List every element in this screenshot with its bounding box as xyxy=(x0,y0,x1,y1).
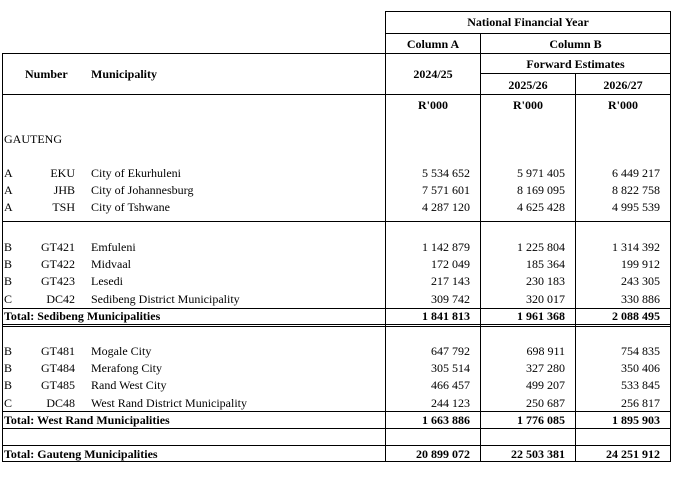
row-category: A xyxy=(4,200,13,214)
total-value-2025: 1 961 368 xyxy=(517,309,565,323)
row-value-2025: 499 207 xyxy=(526,378,565,392)
total-value-2026: 24 251 912 xyxy=(606,447,660,461)
rule-left xyxy=(2,53,3,462)
header-forward: Forward Estimates xyxy=(526,57,625,71)
row-value-2024: 309 742 xyxy=(431,292,470,306)
header-column-a: Column A xyxy=(406,37,460,51)
row-value-2024: 647 792 xyxy=(431,344,470,358)
header-unit-1: R'000 xyxy=(418,98,448,112)
total-value-2025: 1 776 085 xyxy=(517,413,565,427)
rule-sed-total-bottom2 xyxy=(2,326,670,327)
row-municipality: Midvaal xyxy=(91,257,131,271)
row-category: C xyxy=(4,396,13,410)
row-category: A xyxy=(4,183,13,197)
row-value-2026: 8 822 758 xyxy=(612,183,660,197)
header-municipality: Municipality xyxy=(91,67,158,81)
rule-top xyxy=(385,11,670,12)
header-unit-2: R'000 xyxy=(513,98,543,112)
total-value-2025: 22 503 381 xyxy=(511,447,565,461)
row-municipality: Mogale City xyxy=(91,344,152,358)
row-value-2026: 1 314 392 xyxy=(612,240,660,254)
row-value-2024: 1 142 879 xyxy=(422,240,470,254)
row-category: B xyxy=(4,274,13,288)
row-category: C xyxy=(4,292,13,306)
row-value-2026: 330 886 xyxy=(621,292,660,306)
row-municipality: Emfuleni xyxy=(91,240,136,254)
row-value-2024: 4 287 120 xyxy=(422,200,470,214)
total-label: Total: Sedibeng Municipalities xyxy=(4,309,161,323)
row-value-2026: 199 912 xyxy=(621,257,660,271)
row-value-2025: 185 364 xyxy=(526,257,565,271)
row-category: B xyxy=(4,378,13,392)
row-value-2026: 6 449 217 xyxy=(612,166,660,180)
header-unit-3: R'000 xyxy=(608,98,638,112)
header-year-3: 2026/27 xyxy=(603,78,643,92)
header-year-1: 2024/25 xyxy=(413,67,453,81)
row-category: B xyxy=(4,361,13,375)
rule-right xyxy=(670,11,671,462)
rule-wr-total-top xyxy=(2,411,670,412)
rule-table-top xyxy=(2,53,670,54)
row-value-2026: 754 835 xyxy=(621,344,660,358)
header-national: National Financial Year xyxy=(467,15,589,29)
row-municipality: West Rand District Municipality xyxy=(91,396,248,410)
row-value-2025: 320 017 xyxy=(526,292,565,306)
row-value-2024: 217 143 xyxy=(431,274,470,288)
row-value-2024: 466 457 xyxy=(431,378,470,392)
row-code: GT485 xyxy=(41,378,75,392)
row-value-2025: 230 183 xyxy=(526,274,565,288)
row-code: GT423 xyxy=(41,274,75,288)
row-code: TSH xyxy=(52,200,75,214)
row-value-2026: 533 845 xyxy=(621,378,660,392)
row-value-2025: 327 280 xyxy=(526,361,565,375)
row-code: GT422 xyxy=(41,257,75,271)
total-label: Total: West Rand Municipalities xyxy=(4,413,170,427)
row-municipality: Lesedi xyxy=(91,274,123,288)
row-value-2024: 172 049 xyxy=(431,257,470,271)
row-value-2025: 698 911 xyxy=(526,344,565,358)
row-code: JHB xyxy=(53,183,75,197)
rule-metro-end xyxy=(2,221,670,222)
row-category: B xyxy=(4,257,13,271)
total-value-2024: 1 841 813 xyxy=(422,309,470,323)
row-code: GT484 xyxy=(41,361,75,375)
row-municipality: Merafong City xyxy=(91,361,162,375)
row-value-2024: 5 534 652 xyxy=(422,166,470,180)
row-value-2024: 7 571 601 xyxy=(422,183,470,197)
rule-sed-total-bottom xyxy=(2,324,670,325)
row-value-2026: 243 305 xyxy=(621,274,660,288)
row-municipality: City of Tshwane xyxy=(91,200,170,214)
row-municipality: City of Johannesburg xyxy=(91,183,194,197)
row-value-2026: 350 406 xyxy=(621,361,660,375)
row-code: GT421 xyxy=(41,240,75,254)
row-value-2024: 305 514 xyxy=(431,361,470,375)
row-municipality: Rand West City xyxy=(91,378,167,392)
row-value-2026: 256 817 xyxy=(621,396,660,410)
row-code: DC48 xyxy=(46,396,75,410)
total-value-2024: 20 899 072 xyxy=(416,447,470,461)
rule-wr-total-bottom xyxy=(2,428,670,429)
rule-col-a xyxy=(385,33,670,34)
row-value-2024: 244 123 xyxy=(431,396,470,410)
row-value-2025: 8 169 095 xyxy=(517,183,565,197)
rule-header-bottom xyxy=(2,94,670,95)
total-value-2026: 1 895 903 xyxy=(612,413,660,427)
province-heading: GAUTENG xyxy=(4,132,62,146)
header-column-b: Column B xyxy=(549,37,602,51)
row-value-2026: 4 995 539 xyxy=(612,200,660,214)
row-category: B xyxy=(4,240,13,254)
row-municipality: City of Ekurhuleni xyxy=(91,166,181,180)
row-value-2025: 4 625 428 xyxy=(517,200,565,214)
total-label: Total: Gauteng Municipalities xyxy=(4,447,158,461)
row-municipality: Sedibeng District Municipality xyxy=(91,292,240,306)
row-value-2025: 250 687 xyxy=(526,396,565,410)
row-value-2025: 1 225 804 xyxy=(517,240,565,254)
total-value-2026: 2 088 495 xyxy=(612,309,660,323)
row-category: A xyxy=(4,166,13,180)
total-value-2024: 1 663 886 xyxy=(422,413,470,427)
row-code: DC42 xyxy=(46,292,75,306)
header-number: Number xyxy=(25,67,68,81)
row-value-2025: 5 971 405 xyxy=(517,166,565,180)
row-category: B xyxy=(4,344,13,358)
rule-grand-top xyxy=(2,445,670,446)
header-year-2: 2025/26 xyxy=(508,78,548,92)
row-code: EKU xyxy=(50,166,75,180)
row-code: GT481 xyxy=(41,344,75,358)
